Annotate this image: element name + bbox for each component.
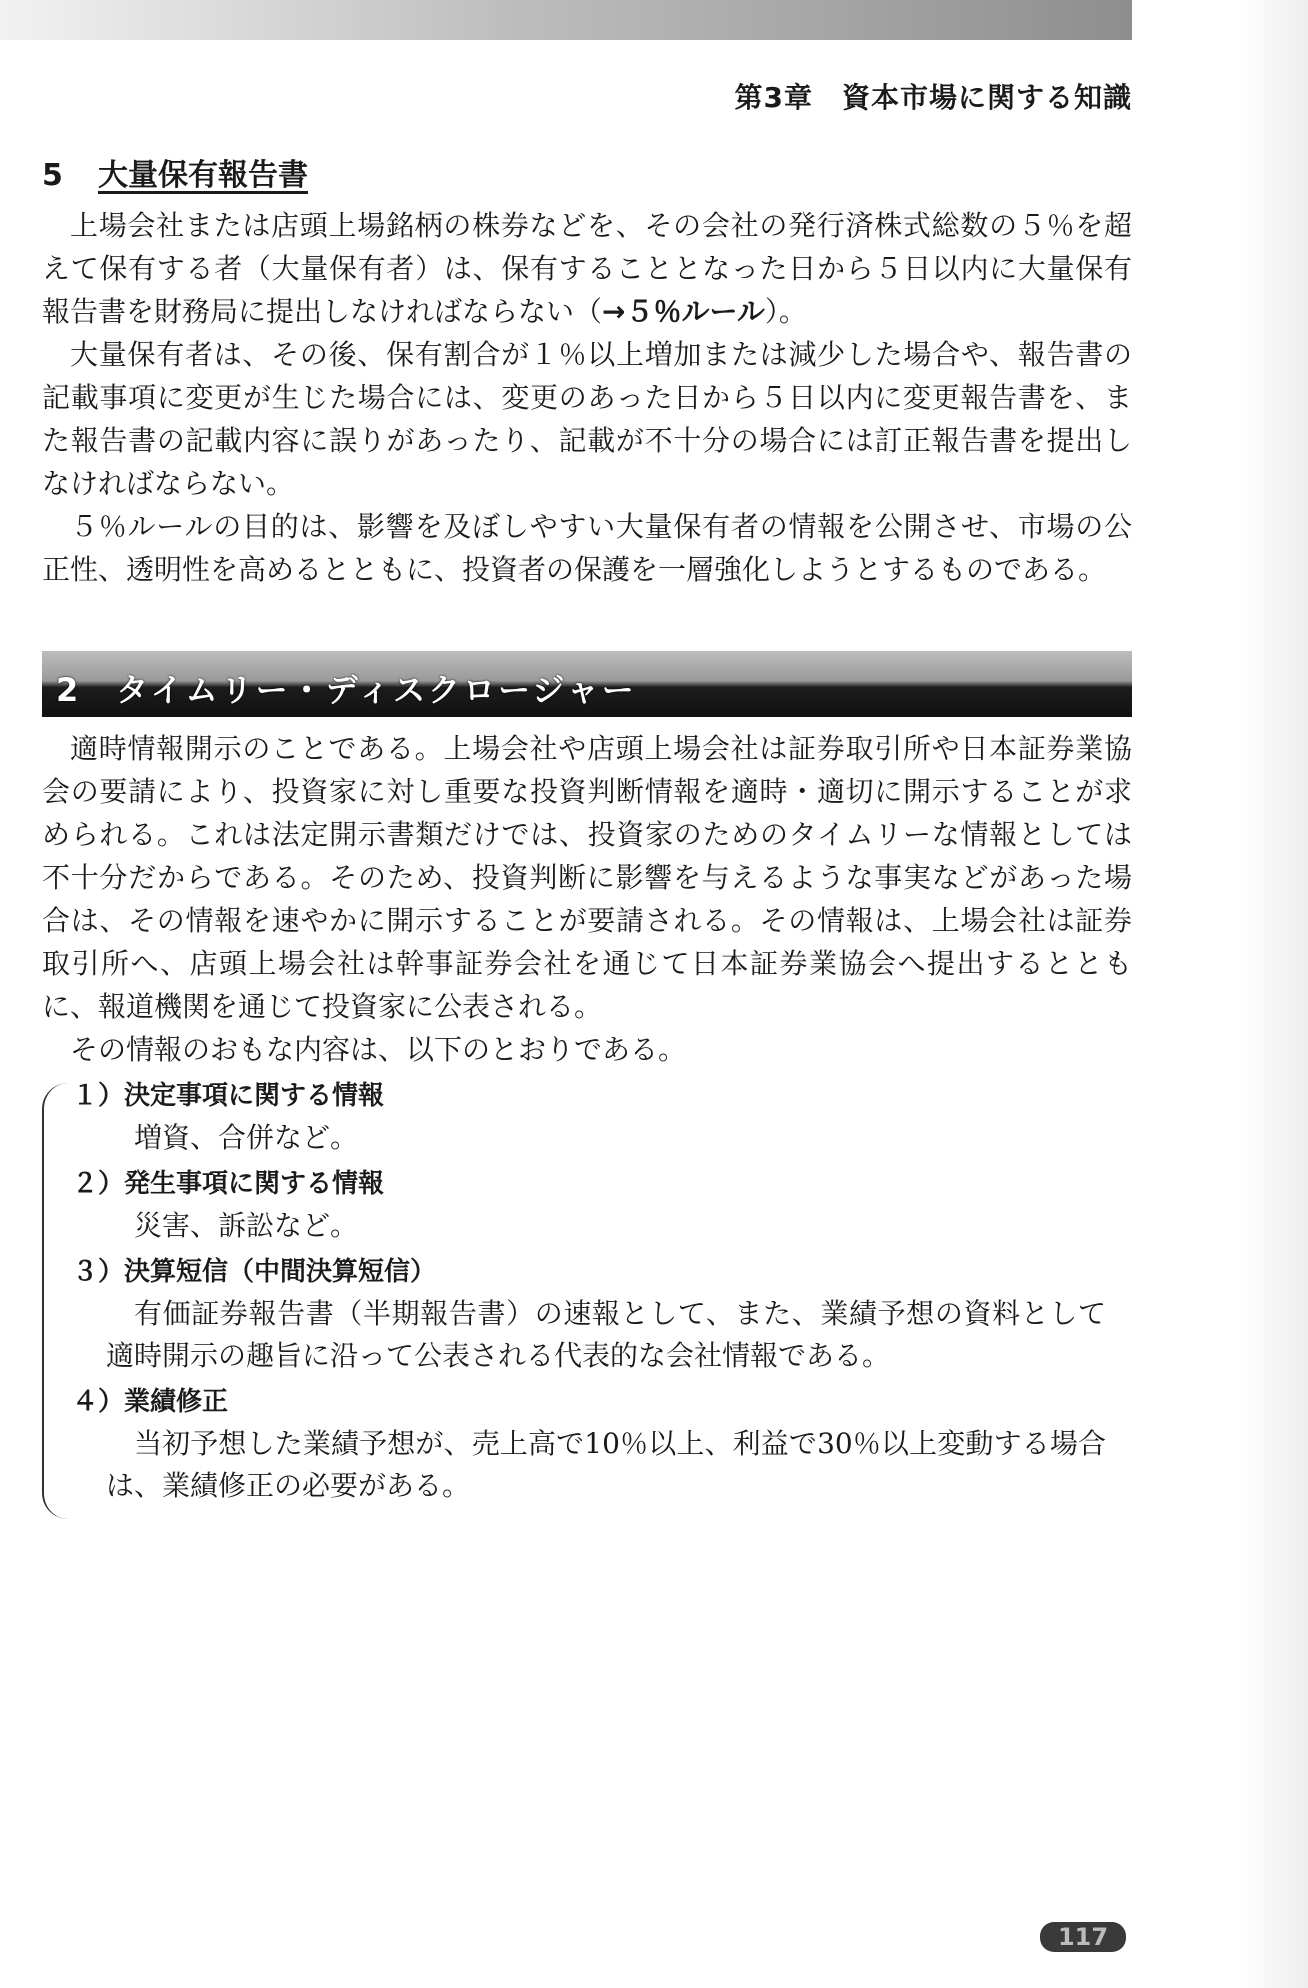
page-content: [42, 150, 1132, 1511]
handwritten-brace: [42, 1083, 68, 1519]
list-item-body: 当初予想した業績予想が、売上高で10％以上、利益で30％以上変動する場合は、業績修正の必要がある。: [106, 1427, 1106, 1502]
section-2-heading-band: [42, 651, 1132, 717]
section-2-heading: [56, 665, 637, 711]
top-scan-band: [0, 0, 1132, 40]
list-intro: その情報のおもな内容は、以下のとおりである。: [70, 1033, 687, 1066]
section-2-number: 2: [56, 671, 82, 709]
list-item-body: 災害、訴訟など。: [134, 1209, 359, 1242]
section-2-paragraph-1: 適時情報開示のことである。上場会社や店頭上場会社は証券取引所や日本証券業協会の要請により、投資家に対し重要な投資判断情報を適時・適切に開示することが求められる。これは法定開示書類だけでは、投資家のためのタイムリーな情報としては不十分だからである。そのため、投資判断に影響を与えるような事実などがあった場合は、その情報を速やかに開示することが要請される。その情報は、上場会社は証券取引所へ、店頭上場会社は幹事証券会社を通じて日本証券業協会へ提出するとともに、報道機関を通じて投資家に公表される。: [42, 732, 1132, 1023]
para1-text: 上場会社または店頭上場銘柄の株券などを、その会社の発行済株式総数の５％を超えて保有する者（大量保有者）は、保有することとなった日から５日以内に大量保有報告書を財務局に提出しなければならない（: [42, 209, 1132, 328]
page-number: 117: [1040, 1922, 1126, 1952]
section-5-number: 5: [42, 158, 63, 193]
list-item-head: １）決定事項に関する情報: [72, 1081, 385, 1111]
section-5-title: 大量保有報告書: [98, 158, 308, 193]
section-5-paragraph-3: ５％ルールの目的は、影響を及ぼしやすい大量保有者の情報を公開させ、市場の公正性、透明性を高めるとともに、投資者の保護を一層強化しようとするものである。: [42, 510, 1132, 586]
section-5-heading: [42, 150, 1132, 194]
section-5-paragraph-1: [42, 204, 1132, 333]
chapter-header: 第3章 資本市場に関する知識: [734, 81, 1132, 114]
five-percent-rule-mark: →５％ルール: [602, 295, 765, 328]
section-5-paragraph-2: 大量保有者は、その後、保有割合が１％以上増加または減少した場合や、報告書の記載事項に変更が生じた場合には、変更のあった日から５日以内に変更報告書を、また報告書の記載内容に誤りがあったり、記載が不十分の場合には訂正報告書を提出しなければならない。: [42, 338, 1132, 500]
para1-close: ）。: [764, 295, 807, 328]
right-margin: [1132, 0, 1308, 1988]
info-list: [42, 1075, 1132, 1507]
section-2-title: タイムリー・ディスクロージャー: [116, 671, 637, 709]
list-item-body: 増資、合併など。: [134, 1121, 359, 1154]
list-item-head: ３）決算短信（中間決算短信）: [72, 1257, 437, 1287]
list-item-body: 有価証券報告書（半期報告書）の速報として、また、業績予想の資料として適時開示の趣旨に沿って公表される代表的な会社情報である。: [106, 1297, 1106, 1372]
list-item-head: ４）業績修正: [72, 1387, 229, 1417]
list-item-head: ２）発生事項に関する情報: [72, 1169, 385, 1199]
